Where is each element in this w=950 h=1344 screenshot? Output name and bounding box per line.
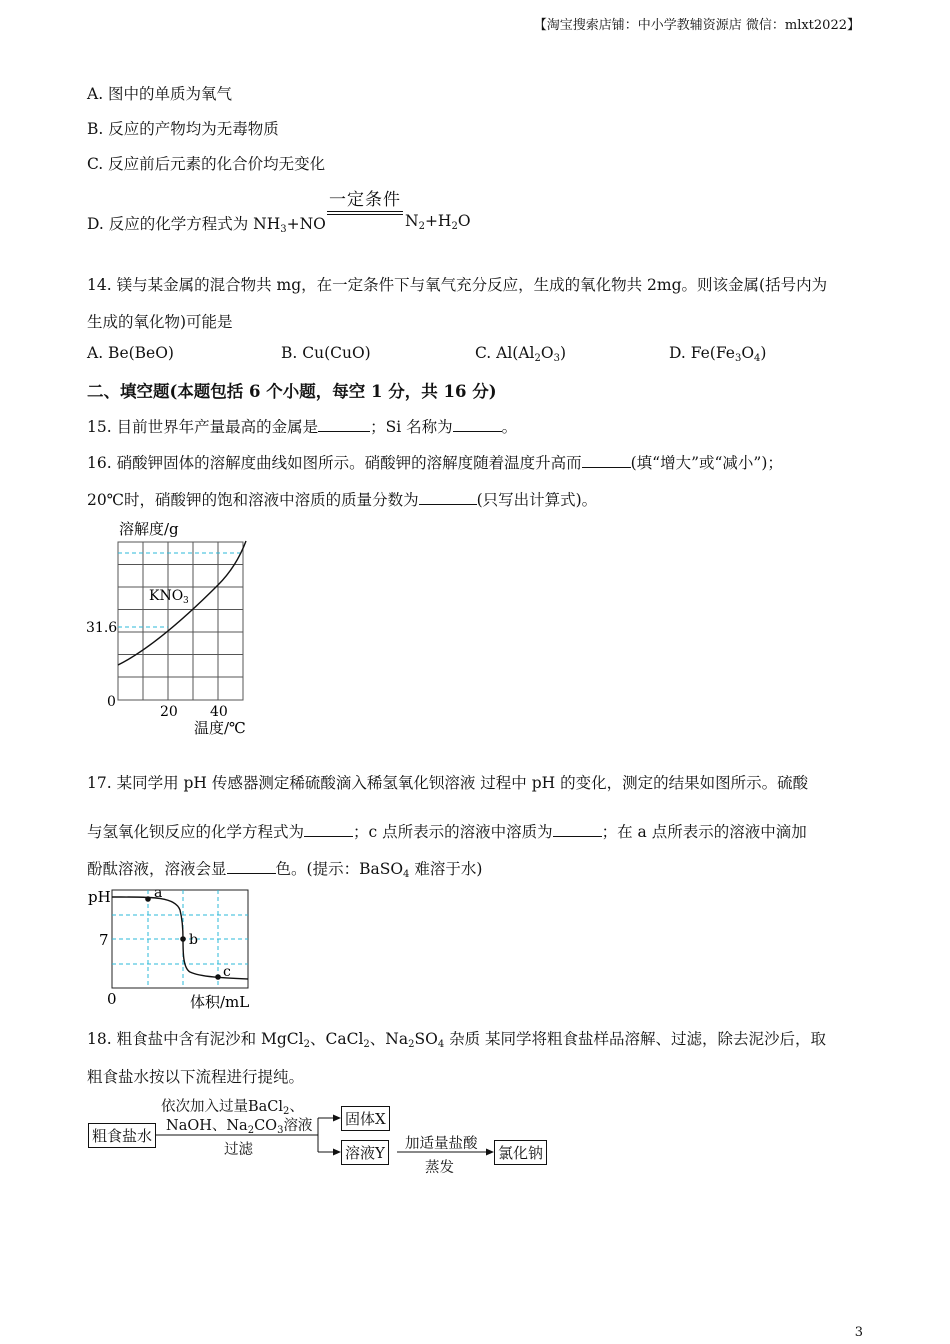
- y-tick-31-6: 31.6: [86, 620, 118, 636]
- opt-c-c: ): [559, 344, 567, 362]
- point-c: [215, 974, 221, 980]
- arrow-head: [333, 1149, 341, 1156]
- flow-step1-a2: 、: [289, 1099, 304, 1115]
- q16-text-d: (只写出计算式)。: [476, 491, 598, 509]
- q15: [87, 415, 517, 437]
- q14-option-c: [475, 344, 566, 362]
- q13-d-mid: +NO: [286, 215, 326, 233]
- subscript: 4: [754, 353, 761, 364]
- point-b-label: b: [189, 932, 198, 948]
- page-number: 3: [854, 1325, 863, 1340]
- subscript: 4: [437, 1039, 445, 1050]
- x-axis-label: 体积/mL: [190, 993, 250, 1011]
- reaction-condition: [327, 185, 403, 215]
- subscript: 3: [734, 353, 742, 364]
- flow-step1-a: 依次加入过量BaCl: [161, 1099, 284, 1115]
- q17-line3: [87, 857, 482, 879]
- point-a-label: a: [154, 885, 163, 901]
- q17-text-b: ；c 点所表示的溶液中溶质为: [353, 823, 553, 841]
- flow-start-box: 粗食盐水: [88, 1123, 156, 1148]
- q17-line2: [87, 820, 807, 842]
- subscript: 2: [534, 353, 541, 364]
- product-n: N: [405, 212, 419, 230]
- flow-step1-b: NaOH、Na: [166, 1118, 248, 1134]
- subscript: 4: [403, 869, 410, 880]
- x-tick-40: 40: [210, 704, 228, 720]
- q14-line1: 14. 镁与某金属的混合物共 mg，在一定条件下与氧气充分反应，生成的氧化物共 2mg。则该金属(括号内为: [87, 276, 828, 294]
- ph-chart: [80, 882, 270, 1014]
- opt-d-c: ): [760, 344, 767, 362]
- q14-option-a: A. Be(BeO): [87, 344, 174, 362]
- y-tick-7: 7: [99, 931, 109, 949]
- flow-step2-evaporate: 蒸发: [425, 1160, 454, 1176]
- subscript: 2: [303, 1039, 310, 1050]
- arrow-head: [333, 1115, 341, 1122]
- equals-bar: [327, 211, 403, 215]
- q17-text-e: 色。(提示：BaSO: [275, 860, 404, 878]
- subscript: 2: [451, 221, 458, 232]
- q16-text-b: (填“增大”或“减小”)；: [630, 454, 783, 472]
- page-header: 【淘宝搜索店铺：中小学教辅资源店 微信：mlxt2022】: [533, 18, 860, 33]
- flow-liquid-box: 溶液Y: [341, 1140, 389, 1165]
- subscript: 3: [280, 224, 287, 235]
- flow-end-box: 氯化钠: [494, 1140, 547, 1165]
- q17-text-f: 难溶于水): [409, 860, 483, 878]
- opt-c-b: O: [540, 344, 554, 362]
- opt-d-b: O: [741, 344, 755, 362]
- answer-blank[interactable]: [227, 858, 276, 875]
- flow-step1-filter: 过滤: [224, 1142, 253, 1158]
- q14-line2: 生成的氧化物)可能是: [87, 313, 233, 331]
- arrow-head: [486, 1149, 494, 1156]
- answer-blank[interactable]: [419, 489, 477, 506]
- point-c-label: c: [223, 964, 231, 980]
- origin-label: 0: [107, 990, 117, 1008]
- x-axis-label: 温度/℃: [194, 719, 246, 737]
- flow-step1-reagents2: [166, 1114, 312, 1135]
- section-title: 二、填空题(本题包括 6 个小题，每空 1 分，共 16 分): [87, 382, 497, 401]
- y-axis-label: pH: [88, 888, 111, 906]
- product-h: +H: [424, 212, 452, 230]
- flow-step1-b3: 溶液: [283, 1118, 313, 1134]
- q13-option-c: C. 反应前后元素的化合价均无变化: [87, 155, 326, 173]
- subscript: 3: [553, 353, 560, 364]
- solubility-chart: [80, 515, 280, 740]
- q13-d-prefix: D. 反应的化学方程式为 NH: [87, 215, 281, 233]
- subscript: 2: [283, 1106, 290, 1117]
- q14-option-b: B. Cu(CuO): [281, 344, 371, 362]
- subscript: 3: [277, 1125, 284, 1136]
- subscript: 2: [418, 221, 425, 232]
- q13-option-a: A. 图中的单质为氧气: [87, 85, 233, 103]
- y-axis-label: 溶解度/g: [119, 520, 179, 538]
- origin-label: 0: [107, 694, 116, 710]
- x-tick-20: 20: [160, 704, 178, 720]
- q17-line1: 17. 某同学用 pH 传感器测定稀硫酸滴入稀氢氧化钡溶液 过程中 pH 的变化，测定的结果如图所示。硫酸: [87, 774, 809, 792]
- condition-text: 一定条件: [329, 190, 401, 210]
- q18-line2: 粗食盐水按以下流程进行提纯。: [87, 1068, 305, 1086]
- q18-text-e: 杂质 某同学将粗食盐样品溶解、过滤，除去泥沙后，取: [444, 1030, 827, 1048]
- flow-solid-box: 固体X: [341, 1106, 390, 1131]
- q17-text-d: 酚酞溶液，溶液会显: [87, 860, 227, 878]
- answer-blank[interactable]: [553, 821, 602, 838]
- flow-step1-reagents: [161, 1095, 304, 1116]
- q14-option-d: [669, 344, 766, 362]
- q16-line2: [87, 488, 597, 510]
- answer-blank[interactable]: [318, 416, 370, 433]
- answer-blank[interactable]: [453, 416, 502, 433]
- q18-text-c: 、Na: [369, 1030, 409, 1048]
- subscript: 2: [408, 1039, 415, 1050]
- point-a: [145, 896, 151, 902]
- q18-text-a: 18. 粗食盐中含有泥沙和 MgCl: [87, 1030, 304, 1048]
- q16-line1: [87, 451, 783, 473]
- q17-text-c: ；在 a 点所表示的溶液中滴加: [601, 823, 807, 841]
- curve-label: KNO: [149, 588, 184, 604]
- flow-step1-b2: CO: [254, 1118, 278, 1134]
- subscript: 2: [247, 1125, 255, 1136]
- product-o: O: [457, 212, 471, 230]
- q15-text-c: 。: [501, 418, 518, 436]
- q18-text-d: SO: [414, 1030, 438, 1048]
- curve-label-sub: 3: [183, 596, 189, 606]
- answer-blank[interactable]: [582, 452, 631, 469]
- opt-d-a: D. Fe(Fe: [669, 344, 735, 362]
- q15-text-b: ；Si 名称为: [370, 418, 453, 436]
- q18-line1: [87, 1027, 826, 1049]
- q13-d-products: [405, 212, 471, 230]
- q16-text-a: 16. 硝酸钾固体的溶解度曲线如图所示。硝酸钾的溶解度随着温度升高而: [87, 454, 582, 472]
- q18-text-b: 、CaCl: [310, 1030, 364, 1048]
- q15-text-a: 15. 目前世界年产量最高的金属是: [87, 418, 319, 436]
- q13-option-d: [87, 212, 326, 234]
- subscript: 2: [363, 1039, 370, 1050]
- q16-text-c: 20℃时，硝酸钾的饱和溶液中溶质的质量分数为: [87, 491, 419, 509]
- flow-step2-reagent: 加适量盐酸: [405, 1136, 478, 1152]
- answer-blank[interactable]: [304, 821, 353, 838]
- opt-c-a: C. Al(Al: [475, 344, 535, 362]
- q17-text-a: 与氢氧化钡反应的化学方程式为: [87, 823, 305, 841]
- point-b: [180, 936, 186, 942]
- q13-option-b: B. 反应的产物均为无毒物质: [87, 120, 279, 138]
